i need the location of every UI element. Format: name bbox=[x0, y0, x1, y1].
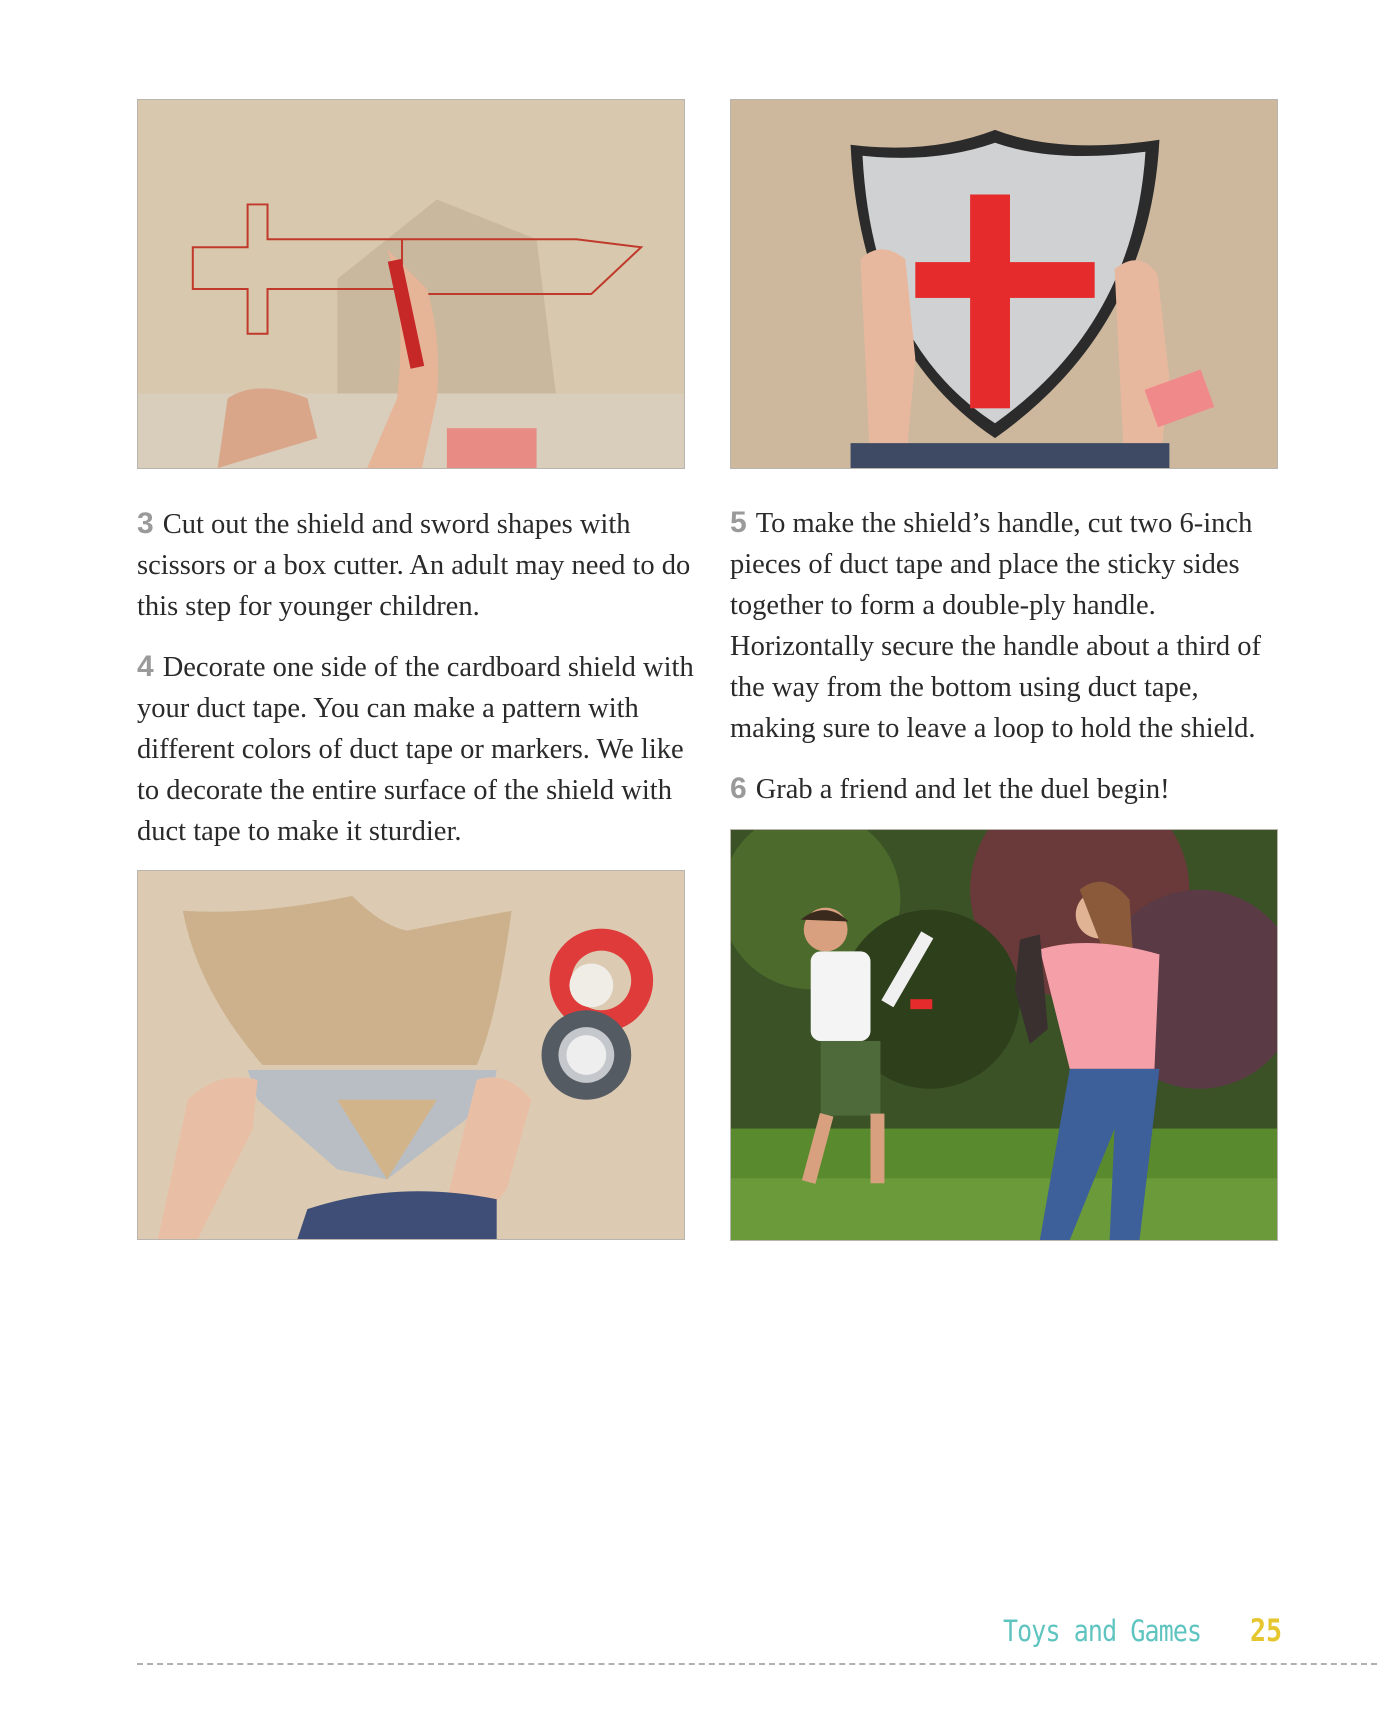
step-4 bbox=[137, 646, 697, 852]
step-number: 3 bbox=[137, 507, 154, 540]
step-6 bbox=[730, 768, 1290, 810]
photo-tracing-sword bbox=[137, 99, 685, 469]
step-3 bbox=[137, 503, 697, 627]
page-number: 25 bbox=[1250, 1613, 1283, 1649]
step-text: Cut out the shield and sword shapes with scissors or a box cutter. An adult may need to do this step for younger children. bbox=[137, 509, 691, 622]
step-5 bbox=[730, 502, 1290, 749]
step-text: To make the shield’s handle, cut two 6-inch pieces of duct tape and place the sticky sides together to form a double-ply handle. Horizontally secure the handle about a third of the way from the bottom using duct tape, making sure to leave a loop to hold the shield. bbox=[730, 508, 1262, 744]
step-text: Grab a friend and let the duel begin! bbox=[755, 774, 1170, 805]
footer-divider bbox=[137, 1663, 1377, 1665]
step-number: 4 bbox=[137, 650, 154, 683]
photo-shield-cross bbox=[730, 99, 1278, 469]
photo-kids-dueling bbox=[730, 829, 1278, 1241]
instructions-right-column bbox=[730, 502, 1290, 829]
step-number: 5 bbox=[730, 506, 747, 539]
instructions-left-column bbox=[137, 503, 697, 871]
step-number: 6 bbox=[730, 772, 747, 805]
step-text: Decorate one side of the cardboard shield with your duct tape. You can make a pattern with different colors of duct tape or markers. We like to decorate the entire surface of the shield with duct tape to make it sturdier. bbox=[137, 652, 694, 847]
section-title: Toys and Games bbox=[1003, 1614, 1202, 1648]
photo-decorating-shield bbox=[137, 870, 685, 1240]
